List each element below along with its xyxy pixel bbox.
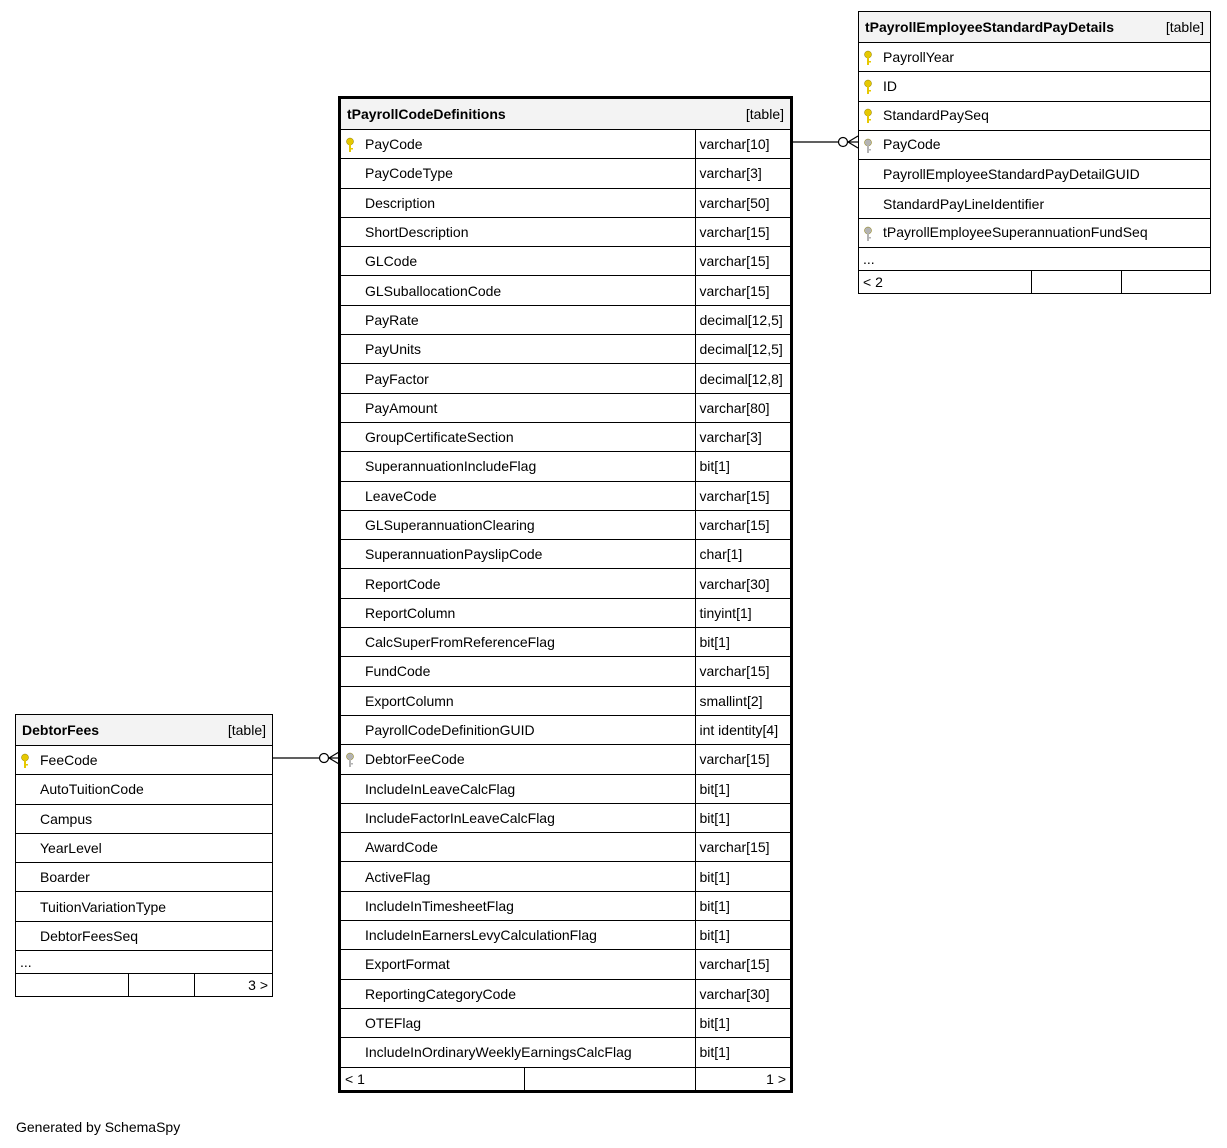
table-kind: [table]	[227, 722, 266, 738]
column-type: varchar[3]	[695, 159, 790, 188]
generated-by-text: Generated by SchemaSpy	[16, 1119, 181, 1135]
column-name-cell	[341, 276, 695, 305]
table-payroll-code-definitions[interactable]	[338, 96, 793, 1093]
footer-right: 1 >	[695, 1067, 790, 1090]
column-row[interactable]	[341, 833, 790, 862]
column-row[interactable]	[341, 803, 790, 832]
column-name: Boarder	[40, 869, 90, 886]
column-type: varchar[15]	[695, 657, 790, 686]
column-name-cell	[341, 891, 695, 920]
column-name: Description	[365, 194, 436, 211]
column-row[interactable]	[341, 950, 790, 979]
column-row[interactable]	[341, 979, 790, 1008]
column-name: CalcSuperFromReferenceFlag	[365, 634, 555, 651]
column-row[interactable]	[341, 130, 790, 159]
primary-key-icon	[345, 137, 365, 153]
column-row[interactable]	[341, 217, 790, 246]
column-name: PayrollCodeDefinitionGUID	[365, 722, 535, 739]
column-name-cell	[341, 628, 695, 657]
column-row[interactable]	[341, 891, 790, 920]
column-type: int identity[4]	[695, 715, 790, 744]
column-name-cell	[341, 833, 695, 862]
column-list	[341, 129, 790, 1067]
column-row[interactable]	[16, 775, 272, 804]
column-row[interactable]	[341, 862, 790, 891]
column-row[interactable]	[859, 218, 1210, 247]
footer-left: < 1	[341, 1067, 524, 1090]
table-kind: [table]	[1165, 19, 1204, 35]
column-type: varchar[15]	[695, 950, 790, 979]
column-type: bit[1]	[695, 452, 790, 481]
column-type: varchar[15]	[695, 247, 790, 276]
column-row[interactable]	[341, 452, 790, 481]
column-name: LeaveCode	[365, 487, 437, 504]
column-name-cell	[341, 422, 695, 451]
column-name: tPayrollEmployeeSuperannuationFundSeq	[883, 224, 1148, 241]
column-name-cell	[341, 481, 695, 510]
footer-right	[1121, 271, 1210, 294]
column-name: IncludeInEarnersLevyCalculationFlag	[365, 927, 597, 944]
column-row[interactable]	[341, 159, 790, 188]
column-name: FundCode	[365, 663, 431, 680]
column-row[interactable]	[341, 686, 790, 715]
column-row[interactable]	[859, 160, 1210, 189]
column-row[interactable]	[341, 305, 790, 334]
column-row[interactable]	[16, 892, 272, 921]
more-columns-row	[859, 248, 1210, 271]
column-name: ActiveFlag	[365, 868, 431, 885]
column-row[interactable]	[341, 335, 790, 364]
column-type: varchar[30]	[695, 569, 790, 598]
column-name-cell	[341, 335, 695, 364]
column-name: YearLevel	[40, 840, 102, 857]
column-name-cell	[341, 803, 695, 832]
column-name-cell	[341, 510, 695, 539]
column-type: varchar[15]	[695, 217, 790, 246]
column-type: varchar[50]	[695, 188, 790, 217]
column-type: varchar[30]	[695, 979, 790, 1008]
column-name: ReportColumn	[365, 604, 456, 621]
column-name-cell	[859, 101, 1210, 130]
column-name: ShortDescription	[365, 224, 469, 241]
column-name-cell	[341, 921, 695, 950]
column-type: varchar[15]	[695, 481, 790, 510]
column-name-cell	[16, 892, 272, 921]
column-type: decimal[12,8]	[695, 364, 790, 393]
column-type: bit[1]	[695, 921, 790, 950]
table-kind: [table]	[745, 106, 784, 122]
column-name: PayCode	[365, 135, 423, 152]
column-row[interactable]	[859, 130, 1210, 159]
footer-mid	[1031, 271, 1121, 294]
more-columns: ...	[859, 248, 1210, 271]
column-row[interactable]	[341, 540, 790, 569]
column-type: bit[1]	[695, 1008, 790, 1037]
table-name[interactable]: tPayrollCodeDefinitions	[347, 106, 506, 122]
column-name: GLSuballocationCode	[365, 282, 502, 299]
column-name: GLSuperannuationClearing	[365, 517, 535, 533]
column-name-cell	[859, 218, 1210, 247]
column-name-cell	[859, 160, 1210, 189]
relationship-feecode	[273, 752, 339, 764]
column-row[interactable]	[16, 833, 272, 862]
column-name: IncludeFactorInLeaveCalcFlag	[365, 809, 555, 826]
column-name: AutoTuitionCode	[40, 781, 144, 798]
column-name-cell	[859, 72, 1210, 101]
column-row[interactable]	[341, 422, 790, 451]
column-row[interactable]	[341, 510, 790, 539]
column-row[interactable]	[341, 598, 790, 627]
table-payroll-employee-standard-pay-details[interactable]	[858, 11, 1211, 294]
column-row[interactable]	[341, 393, 790, 422]
column-row[interactable]	[859, 101, 1210, 130]
table-footer	[16, 974, 272, 997]
column-name-cell	[341, 598, 695, 627]
column-row[interactable]	[16, 746, 272, 775]
column-name-cell	[341, 979, 695, 1008]
table-footer	[341, 1067, 790, 1090]
column-type: varchar[15]	[695, 745, 790, 774]
column-row[interactable]	[341, 715, 790, 744]
table-name[interactable]: tPayrollEmployeeStandardPayDetails	[865, 19, 1114, 35]
column-name-cell	[341, 745, 695, 774]
column-name-cell	[341, 159, 695, 188]
column-name: ExportColumn	[365, 692, 454, 709]
column-row[interactable]	[341, 276, 790, 305]
column-name: PayCodeType	[365, 165, 453, 182]
column-type: bit[1]	[695, 891, 790, 920]
column-row[interactable]	[16, 804, 272, 833]
column-name-cell	[16, 746, 272, 775]
column-name-cell	[859, 43, 1210, 72]
column-row[interactable]	[341, 569, 790, 598]
column-type: varchar[10]	[695, 130, 790, 159]
column-name: Campus	[40, 810, 93, 827]
foreign-key-icon	[863, 138, 883, 154]
foreign-key-icon	[345, 752, 365, 768]
primary-key-icon	[20, 753, 40, 769]
column-row[interactable]	[341, 774, 790, 803]
footer-left	[16, 974, 128, 997]
table-name[interactable]: DebtorFees	[22, 722, 100, 738]
table-header	[341, 99, 790, 129]
column-name-cell	[341, 305, 695, 334]
column-name: AwardCode	[365, 839, 438, 856]
column-name: DebtorFeeCode	[365, 750, 465, 767]
column-name-cell	[341, 1008, 695, 1037]
footer-right: 3 >	[194, 974, 272, 997]
column-name-cell	[859, 130, 1210, 159]
primary-key-icon	[863, 108, 883, 124]
footer-left: < 2	[859, 271, 1031, 294]
column-name: PayAmount	[365, 399, 438, 416]
column-name: GroupCertificateSection	[365, 429, 514, 446]
column-row[interactable]	[341, 657, 790, 686]
column-type: bit[1]	[695, 862, 790, 891]
column-name: PayFactor	[365, 370, 429, 387]
column-name-cell	[341, 217, 695, 246]
column-name-cell	[341, 130, 695, 159]
column-row[interactable]	[16, 921, 272, 950]
column-name: SuperannuationIncludeFlag	[365, 458, 537, 475]
column-row[interactable]	[341, 745, 790, 774]
column-name: ReportCode	[365, 575, 441, 592]
column-name-cell	[16, 921, 272, 950]
primary-key-icon	[863, 50, 883, 66]
column-type: tinyint[1]	[695, 598, 790, 627]
column-name-cell	[341, 862, 695, 891]
column-name-cell	[341, 247, 695, 276]
column-name: StandardPayLineIdentifier	[883, 195, 1045, 212]
column-name: ReportingCategoryCode	[365, 985, 516, 1002]
column-name: DebtorFeesSeq	[40, 927, 139, 944]
primary-key-icon	[863, 79, 883, 95]
column-list	[859, 42, 1210, 293]
column-name-cell	[341, 452, 695, 481]
column-type: decimal[12,5]	[695, 335, 790, 364]
column-type: bit[1]	[695, 1038, 790, 1067]
column-name: PayrollEmployeeStandardPayDetailGUID	[883, 166, 1140, 183]
column-type: varchar[15]	[695, 833, 790, 862]
column-type: varchar[15]	[695, 510, 790, 539]
column-row[interactable]	[341, 481, 790, 510]
column-name: PayRate	[365, 311, 419, 328]
column-name-cell	[341, 188, 695, 217]
column-name: StandardPaySeq	[883, 107, 989, 124]
column-name: IncludeInLeaveCalcFlag	[365, 780, 516, 797]
relationship-paycode	[793, 136, 858, 148]
column-name: FeeCode	[40, 751, 98, 768]
column-row[interactable]	[341, 1008, 790, 1037]
column-name: OTEFlag	[365, 1015, 422, 1032]
column-row[interactable]	[341, 247, 790, 276]
column-name: PayUnits	[365, 341, 422, 358]
table-header	[16, 715, 272, 745]
column-name-cell	[341, 569, 695, 598]
column-row[interactable]	[859, 72, 1210, 101]
column-name-cell	[341, 657, 695, 686]
column-row[interactable]	[341, 1038, 790, 1067]
column-name-cell	[16, 833, 272, 862]
column-row[interactable]	[341, 628, 790, 657]
column-list	[16, 745, 272, 996]
column-name: IncludeInTimesheetFlag	[365, 897, 514, 914]
column-name-cell	[341, 364, 695, 393]
column-name-cell	[859, 189, 1210, 218]
column-type: char[1]	[695, 540, 790, 569]
column-name-cell	[341, 1038, 695, 1067]
column-name-cell	[16, 863, 272, 892]
column-name-cell	[341, 950, 695, 979]
table-debtor-fees[interactable]	[15, 714, 273, 997]
column-name: ExportFormat	[365, 956, 450, 973]
more-columns-row	[16, 951, 272, 974]
column-type: varchar[15]	[695, 276, 790, 305]
column-name-cell	[341, 715, 695, 744]
column-name: PayCode	[883, 136, 941, 153]
column-name: PayrollYear	[883, 48, 955, 65]
column-type: varchar[80]	[695, 393, 790, 422]
footer-mid	[524, 1067, 695, 1090]
column-row[interactable]	[341, 364, 790, 393]
column-type: bit[1]	[695, 774, 790, 803]
foreign-key-icon	[863, 226, 883, 242]
column-name-cell	[341, 686, 695, 715]
column-type: bit[1]	[695, 803, 790, 832]
column-name-cell	[16, 775, 272, 804]
column-type: varchar[3]	[695, 422, 790, 451]
column-name: TuitionVariationType	[40, 898, 167, 915]
column-name: ID	[883, 77, 897, 94]
column-type: bit[1]	[695, 628, 790, 657]
footer-mid	[128, 974, 194, 997]
column-row[interactable]	[341, 921, 790, 950]
column-name: GLCode	[365, 253, 418, 270]
table-header	[859, 12, 1210, 42]
column-name-cell	[341, 774, 695, 803]
more-columns: ...	[16, 951, 272, 974]
column-name-cell	[16, 804, 272, 833]
column-row[interactable]	[341, 188, 790, 217]
column-type: decimal[12,5]	[695, 305, 790, 334]
column-name-cell	[341, 393, 695, 422]
column-name: SuperannuationPayslipCode	[365, 546, 543, 563]
column-row[interactable]	[859, 189, 1210, 218]
column-row[interactable]	[16, 863, 272, 892]
column-row[interactable]	[859, 43, 1210, 72]
column-type: smallint[2]	[695, 686, 790, 715]
column-name: IncludeInOrdinaryWeeklyEarningsCalcFlag	[365, 1044, 632, 1061]
column-name-cell	[341, 540, 695, 569]
table-footer	[859, 271, 1210, 294]
